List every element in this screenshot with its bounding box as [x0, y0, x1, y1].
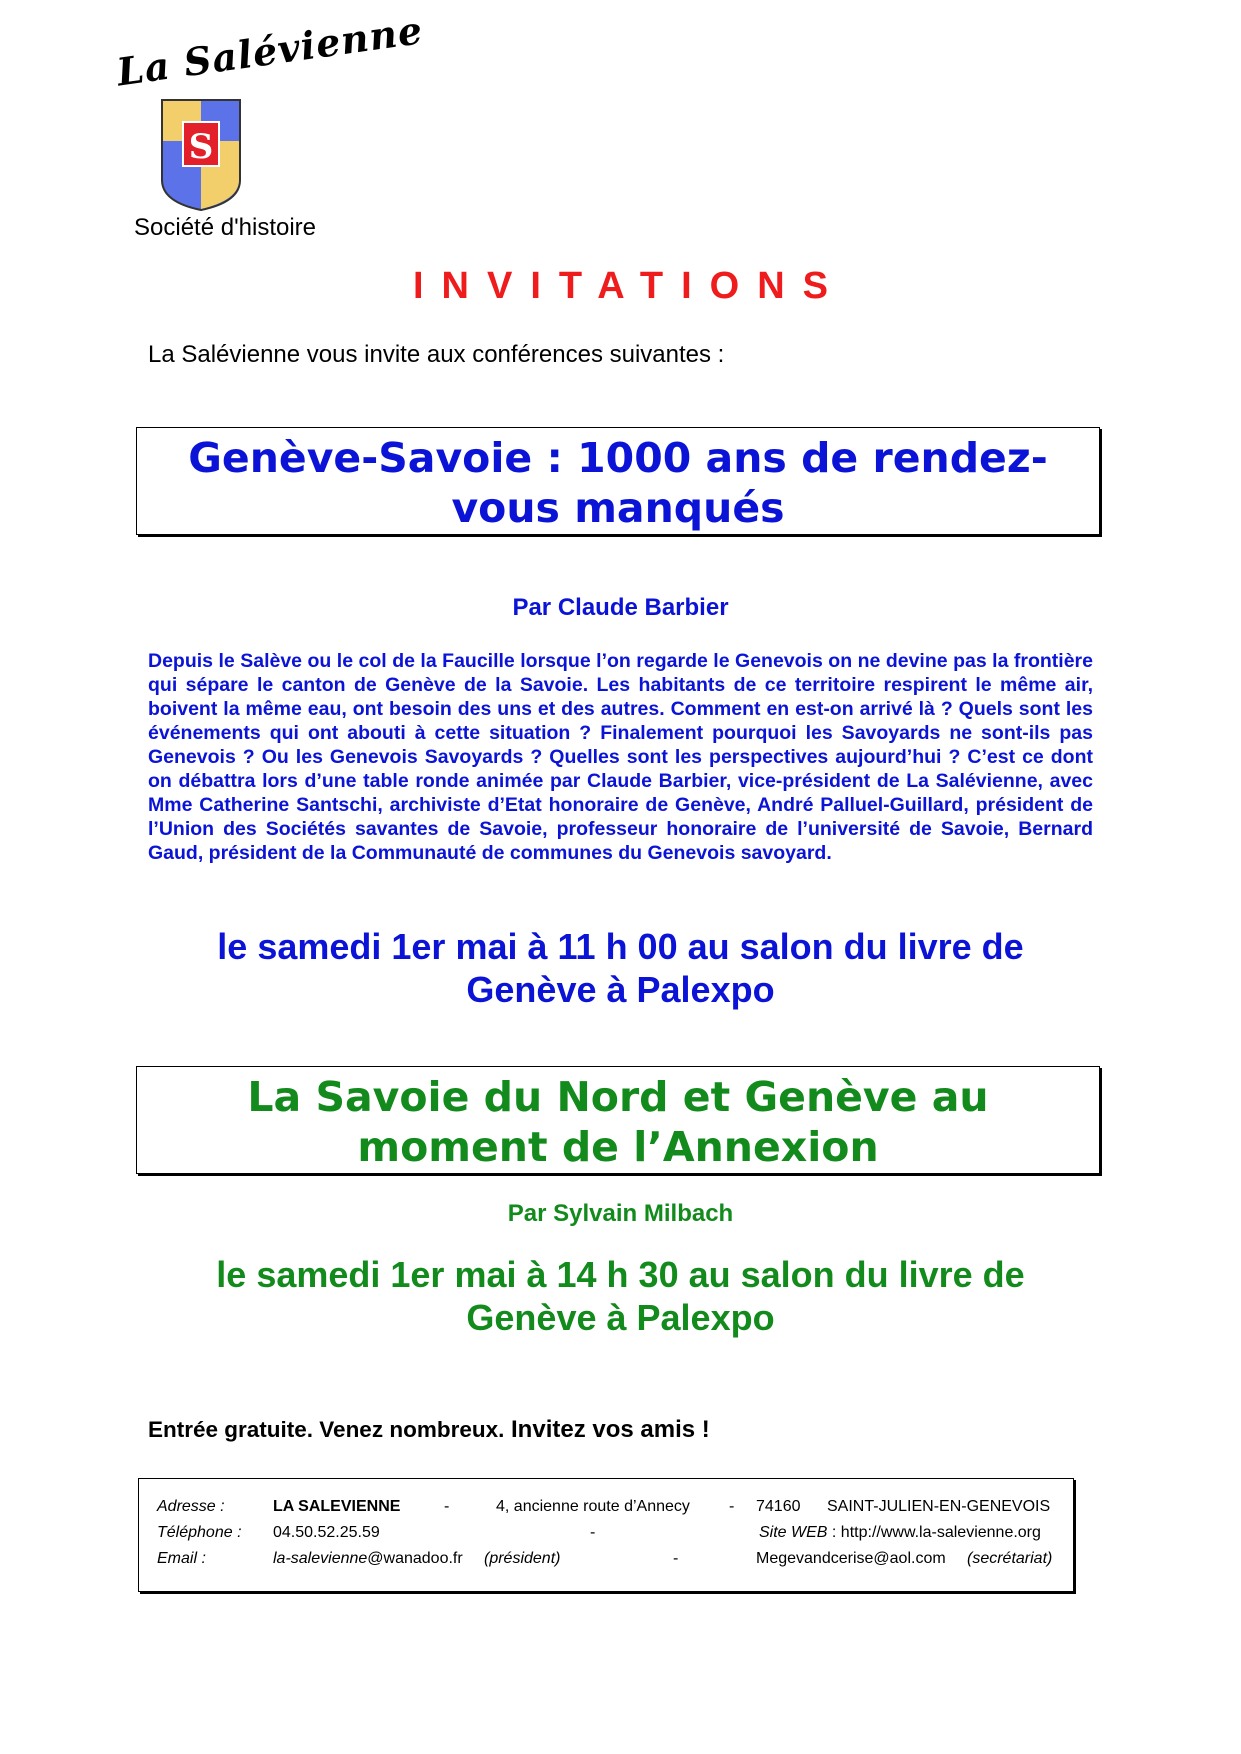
email-president-domain: @wanadoo.fr — [367, 1550, 463, 1567]
entry-note-part2: Invitez vos amis ! — [504, 1416, 710, 1443]
postcode: 74160 — [756, 1498, 801, 1515]
conference2-date — [0, 1253, 1241, 1339]
separator: - — [729, 1498, 735, 1515]
contact-email-row — [139, 1550, 1073, 1572]
shield-emblem — [162, 100, 240, 210]
contact-box — [138, 1478, 1074, 1592]
entry-note — [148, 1416, 710, 1444]
entry-note-part1: Entrée gratuite. Venez nombreux. — [148, 1417, 505, 1442]
intro-text: La Salévienne vous invite aux conférences suivantes : — [148, 341, 725, 368]
email-secretariat-role: (secrétariat) — [967, 1550, 1053, 1567]
conference1-speaker: Par Claude Barbier — [512, 594, 729, 621]
web-label: Site WEB — [759, 1524, 828, 1541]
society-subtitle: Société d'histoire — [134, 214, 317, 241]
conference2-title-line2: moment de l’Annexion — [357, 1123, 879, 1171]
contact-address-row — [139, 1498, 1073, 1520]
conference1-description: Depuis le Salève ou le col de la Faucille lorsque l’on regarde le Genevois on ne devine pas la frontière qui sépare le canton de Genève de la Savoie. Les habitants de ce territoire respirent le même air, boivent la même eau, ont besoin des uns et des autres. Comment en est-on arrivé là ? Quels sont les événements qui ont abouti à cette situation ? Finalement pourquoi les Savoyards ne sont-ils pas Genevois ? Ou les Genevois Savoyards ? Quelles sont les perspectives aujourd’hui ? C’est ce dont on débattra lors d’une table ronde animée par Claude Barbier, vice-président de La Salévienne, avec Mme Catherine Santschi, archiviste d’Etat honoraire de Genève, André Palluel-Guillard, président de l’Union des Sociétés savantes de Savoie, professeur honoraire de l’université de Savoie, Bernard Gaud, président de la Communauté de communes du Genevois savoyard. — [148, 650, 1093, 864]
conference2-date-line2: Genève à Palexpo — [466, 1297, 775, 1338]
conference2-speaker: Par Sylvain Milbach — [507, 1200, 734, 1227]
email-president-role: (président) — [484, 1550, 561, 1567]
phone-label: Téléphone : — [157, 1524, 242, 1541]
address-label: Adresse : — [157, 1498, 225, 1515]
contact-phone-row — [139, 1524, 1073, 1546]
email-president-user: la-salevienne — [273, 1550, 368, 1567]
logo-wordmark: La Salévienne — [114, 7, 426, 95]
conference1-date-line2: Genève à Palexpo — [466, 969, 775, 1010]
conference2-date-line1: le samedi 1er mai à 14 h 30 au salon du livre de — [216, 1254, 1025, 1295]
emblem-letter: S — [188, 127, 214, 167]
conference1-title-box — [136, 427, 1100, 535]
street-address: 4, ancienne route d’Annecy — [496, 1498, 690, 1515]
website — [759, 1524, 1041, 1542]
email-secretariat[interactable]: Megevandcerise@aol.com — [756, 1550, 946, 1567]
conference1-date-line1: le samedi 1er mai à 11 h 00 au salon du livre de — [217, 926, 1024, 967]
separator: - — [590, 1524, 596, 1541]
conference2-title-line1: La Savoie du Nord et Genève au — [247, 1073, 989, 1121]
separator: - — [673, 1550, 679, 1567]
city: SAINT-JULIEN-EN-GENEVOIS — [827, 1498, 1051, 1515]
page-heading: INVITATIONS — [412, 265, 847, 307]
org-name: LA SALEVIENNE — [273, 1498, 401, 1515]
phone-number: 04.50.52.25.59 — [273, 1524, 380, 1541]
conference2-title-box — [136, 1066, 1100, 1174]
separator: - — [444, 1498, 450, 1515]
web-url[interactable]: : http://www.la-salevienne.org — [827, 1524, 1041, 1541]
conference1-title-line2: vous manqués — [451, 484, 785, 532]
email-label: Email : — [157, 1550, 206, 1567]
conference1-title-line1: Genève-Savoie : 1000 ans de rendez- — [188, 434, 1048, 482]
conference1-date — [0, 925, 1241, 1011]
email-president[interactable] — [273, 1550, 463, 1568]
